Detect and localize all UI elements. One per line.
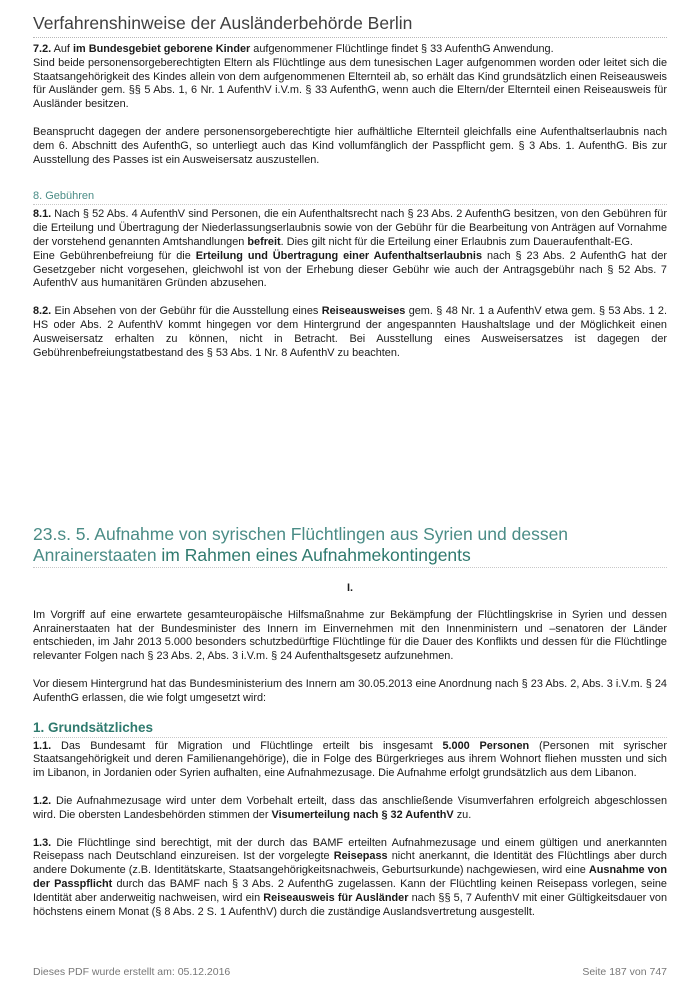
paragraph-intro: Im Vorgriff auf eine erwartete gesamteuropäische Hilfsmaßnahme zur Bekämpfung der Flüchtlingskrise in Syrien und dessen Anrainerstaaten hat der Bundesminister des Innern im Einvernehmen mit den Innenministern und –senatoren der Länder entschieden, im Jahr 2013 5.000 besonders schutzbedürftige Flüchtlinge für die Dauer des Konflikts und dessen für die Flüchtlinge relevanter Folgen nach § 23 Abs. 2, Abs. 3 i.V.m. § 24 Aufenthaltsgesetz aufzunehmen. <box>33 608 667 663</box>
chapter-title: 23.s. 5. Aufnahme von syrischen Flüchtlingen aus Syrien und dessen Anrainerstaaten im Rahmen eines Aufnahmekontingents <box>33 524 569 565</box>
section-divider <box>33 204 667 205</box>
title-divider <box>33 37 667 38</box>
roman-numeral-heading: I. <box>346 582 354 594</box>
paragraph-7-2: 7.2. Auf im Bundesgebiet geborene Kinder aufgenommener Flüchtlinge findet § 33 AufenthG Anwendung. <box>33 43 554 55</box>
chapter-divider <box>33 567 667 568</box>
section-heading-basics: 1. Grundsätzliches <box>33 719 154 735</box>
section-number: 7.2. <box>33 43 52 55</box>
paragraph-7-2-passport: Beansprucht dagegen der andere personensorgeberechtigte hier aufhältliche Elternteil gleichfalls eine Aufenthaltserlaubnis nach dem 6. Abschnitt des AufenthG, so unterliegt auch das Kind vollumfänglich der Passpflicht gem. § 3 Abs. 1. AufenthG. Bis zur Ausstellung des Passes ist ein Ausweisersatz auszustellen. <box>33 125 667 166</box>
section-heading-fees: 8. Gebühren <box>33 190 95 203</box>
paragraph-1-1: 1.1. Das Bundesamt für Migration und Flüchtlinge erteilt bis insgesamt 5.000 Personen (Personen mit syrischer Staatsangehörigkeit und deren Familienangehörige), die in Folge des Bürgerkrieges aus ihrem Wohnort fliehen mussten und sich im Libanon, in Jordanien oder Syrien aufhalten, eine Aufnahmezusage. Die Aufnahme erfolgt grundsätzlich aus dem Libanon. <box>33 739 667 780</box>
paragraph-8-1-exemption: Eine Gebührenbefreiung für die Erteilung und Übertragung einer Aufenthaltserlaubnis nach § 23 Abs. 2 AufenthG hat der Gesetzgeber nicht vorgesehen, gleichwohl ist von der Erhebung dieser Gebühr wie auch der Antragsgebühr nach § 52 Abs. 7 AufenthV aus humanitären Gründen abzusehen. <box>33 249 668 290</box>
paragraph-7-2-parents: Sind beide personensorgeberechtigten Eltern als Flüchtlinge aus dem tunesischen Lager aufgenommen worden oder leitet sich die Staatsangehörigkeit des Kindes allein von dem aufgenommenen Elternteil ab, so erhält das Kind grundsätzlich einen Reiseausweis für Ausländer gem. §§ 5 Abs. 1, 6 Nr. 1 AufenthV i.V.m. § 33 AufenthG, wenn auch die Eltern/der Elternteil einen Reiseausweis für Ausländer besitzen. <box>33 56 667 111</box>
page-title: Verfahrenshinweise der Ausländerbehörde Berlin <box>33 13 413 33</box>
paragraph-order: Vor diesem Hintergrund hat das Bundesministerium des Innern am 30.05.2013 eine Anordnung nach § 23 Abs. 2, Abs. 3 i.V.m. § 24 AufenthG erlassen, die wie folgt umgesetzt wird: <box>33 677 667 704</box>
footer-page-number: Seite 187 von 747 <box>582 966 667 978</box>
footer-created-date: Dieses PDF wurde erstellt am: 05.12.2016 <box>33 966 231 978</box>
paragraph-8-2: 8.2. Ein Absehen von der Gebühr für die Ausstellung eines Reiseausweises gem. § 48 Nr. 1 a AufenthV etwa gem. § 53 Abs. 1 2. HS oder Abs. 2 AufenthV kommt hingegen vor dem Hintergrund der angespannten Haushaltslage und der Möglichkeit einen Ausweisersatz erhalten zu können, nicht in Betracht. Bei Ausstellung eines Ausweisersatzes ist dagegen der Gebührenbefreiungstatbestand des § 53 Abs. 1 Nr. 8 AufenthV zu beachten. <box>33 305 668 359</box>
paragraph-8-1: 8.1. Nach § 52 Abs. 4 AufenthV sind Personen, die ein Aufenthaltsrecht nach § 23 Abs. 2 AufenthG besitzen, von den Gebühren für die Erteilung und Übertragung der Niederlassungserlaubnis sowie von der Gebühr für die Bearbeitung von Anträgen auf Vornahme der vorstehend genannten Amtshandlungen befreit. Dies gilt nicht für die Erteilung einer Erlaubnis zum Daueraufenthalt-EG. <box>33 208 667 248</box>
document-body-bottom <box>33 582 667 919</box>
paragraph-1-3: 1.3. Die Flüchtlinge sind berechtigt, mit der durch das BAMF erteilten Aufnahmezusage und einem gültigen und anerkannten Reisepass nach Deutschland einzureisen. Ist der vorgelegte Reisepass nicht anerkannt, die Identität des Flüchtlings aber durch andere Dokumente (z.B. Identitätskarte, Staatsangehörigkeitsnachweis, Geburtsurkunde) nachgewiesen, wird eine Ausnahme von der Passpflicht durch das BAMF nach § 3 Abs. 2 AufenthG zugelassen. Kann der Flüchtling keinen Reisepass vorlegen, seine Identität aber anderweitig nachweisen, wird ein Reiseausweis für Ausländer nach §§ 5, 7 AufenthV mit einer Gültigkeitsdauer von höchstens einem Monat (§ 8 Abs. 2 S. 1 AufenthV) durch die zuständige Auslandsvertretung ausgestellt. <box>33 836 667 918</box>
document-body-top <box>33 43 667 360</box>
section-divider <box>33 737 667 738</box>
paragraph-1-2: 1.2. Die Aufnahmezusage wird unter dem Vorbehalt erteilt, dass das anschließende Visumverfahren erfolgreich abgeschlossen wird. Die obersten Landesbehörden stimmen der Visumerteilung nach § 32 AufenthV zu. <box>33 794 667 821</box>
